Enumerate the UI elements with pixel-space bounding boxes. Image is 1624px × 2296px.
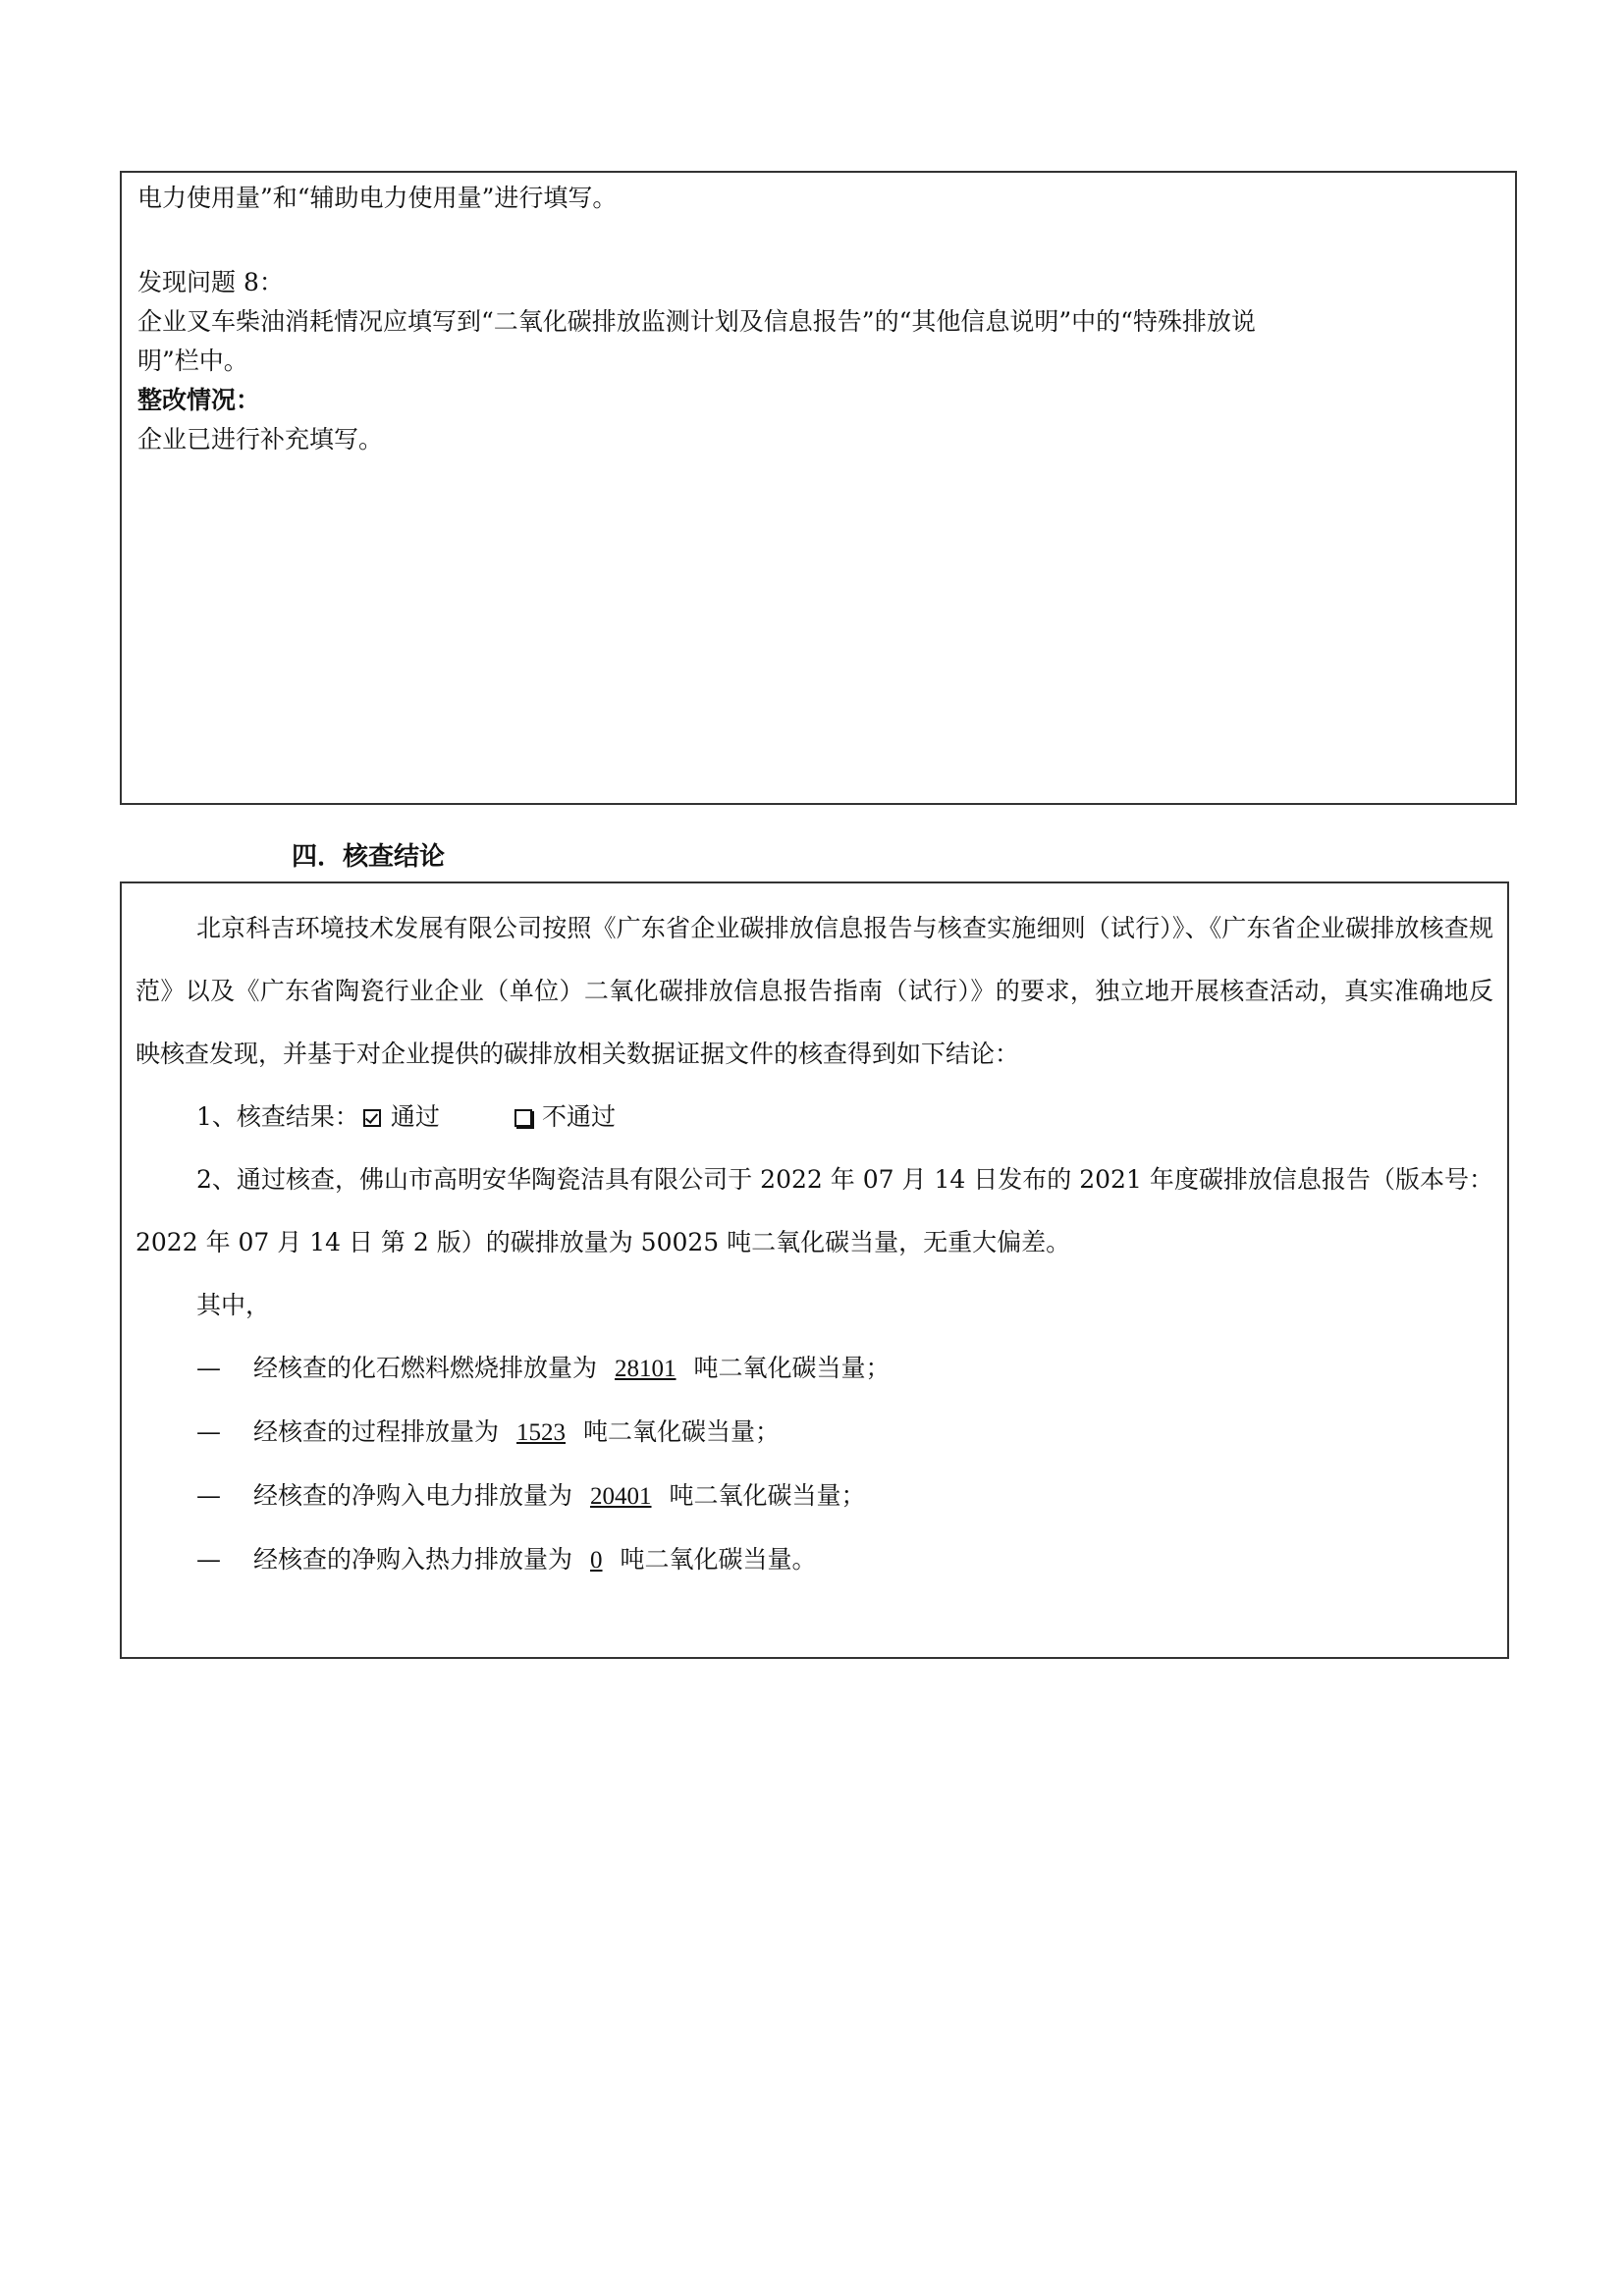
emission-item-electricity — [135, 1465, 1493, 1528]
emission-item-suffix: 吨二氧化碳当量。 — [620, 1545, 817, 1574]
emission-item-fossil-fuel — [135, 1337, 1493, 1401]
among-label: 其中， — [196, 1291, 271, 1319]
rectification-label: 整改情况： — [137, 386, 261, 414]
finding-8-text-line2: 明”栏中。 — [137, 347, 248, 375]
dash-bullet: — — [196, 1354, 221, 1382]
option-fail-label: 不通过 — [541, 1102, 616, 1131]
dash-bullet: — — [196, 1481, 221, 1510]
emission-value: 0 — [590, 1547, 603, 1574]
emission-item-suffix: 吨二氧化碳当量； — [669, 1481, 866, 1510]
finding-8-text-line1: 企业叉车柴油消耗情况应填写到“二氧化碳排放监测计划及信息报告”的“其他信息说明”中的“特殊排放说 — [137, 307, 1256, 336]
emission-item-prefix: 经核查的净购入电力排放量为 — [253, 1481, 573, 1510]
unchecked-box-icon[interactable] — [514, 1109, 532, 1127]
findings-box — [120, 171, 1517, 805]
emission-item-suffix: 吨二氧化碳当量； — [693, 1354, 891, 1382]
verification-result-row — [135, 1086, 1493, 1148]
conclusion-intro: 北京科吉环境技术发展有限公司按照《广东省企业碳排放信息报告与核查实施细则（试行）》、《广东省企业碳排放核查规范》以及《广东省陶瓷行业企业（单位）二氧化碳排放信息报告指南（试行）》的要求，独立地开展核查活动，真实准确地反映核查发现，并基于对企业提供的碳排放相关数据证据文件的核查得到如下结论： — [135, 914, 1493, 1068]
conclusion-box — [120, 881, 1509, 1659]
verification-result-label: 1、核查结果： — [196, 1102, 359, 1131]
emission-value: 28101 — [615, 1356, 677, 1382]
checked-box-icon[interactable] — [363, 1109, 381, 1127]
emission-item-prefix: 经核查的过程排放量为 — [253, 1417, 500, 1446]
emission-item-suffix: 吨二氧化碳当量； — [583, 1417, 781, 1446]
finding-8-label: 发现问题 8： — [137, 268, 284, 296]
emission-value: 20401 — [590, 1483, 652, 1510]
section-title-conclusion: 四．核查结论 — [292, 842, 446, 872]
emission-item-heat — [135, 1528, 1493, 1592]
conclusion-item-2: 2、通过核查，佛山市高明安华陶瓷洁具有限公司于 2022 年 07 月 14 日发布的 2021 年度碳排放信息报告（版本号：2022 年 07 月 14 日 第 2 版）的碳排放量为 50025 吨二氧化碳当量，无重大偏差。 — [135, 1165, 1493, 1256]
emission-item-process — [135, 1401, 1493, 1465]
spacer — [137, 218, 1505, 263]
dash-bullet: — — [196, 1417, 221, 1446]
emission-value: 1523 — [516, 1419, 567, 1446]
rectification-text: 企业已进行补充填写。 — [137, 425, 384, 454]
dash-bullet: — — [196, 1545, 221, 1574]
findings-continued-line: 电力使用量”和“辅助电力使用量”进行填写。 — [137, 184, 618, 212]
emission-item-prefix: 经核查的净购入热力排放量为 — [253, 1545, 573, 1574]
option-pass-label: 通过 — [390, 1102, 440, 1131]
emission-item-prefix: 经核查的化石燃料燃烧排放量为 — [253, 1354, 598, 1382]
